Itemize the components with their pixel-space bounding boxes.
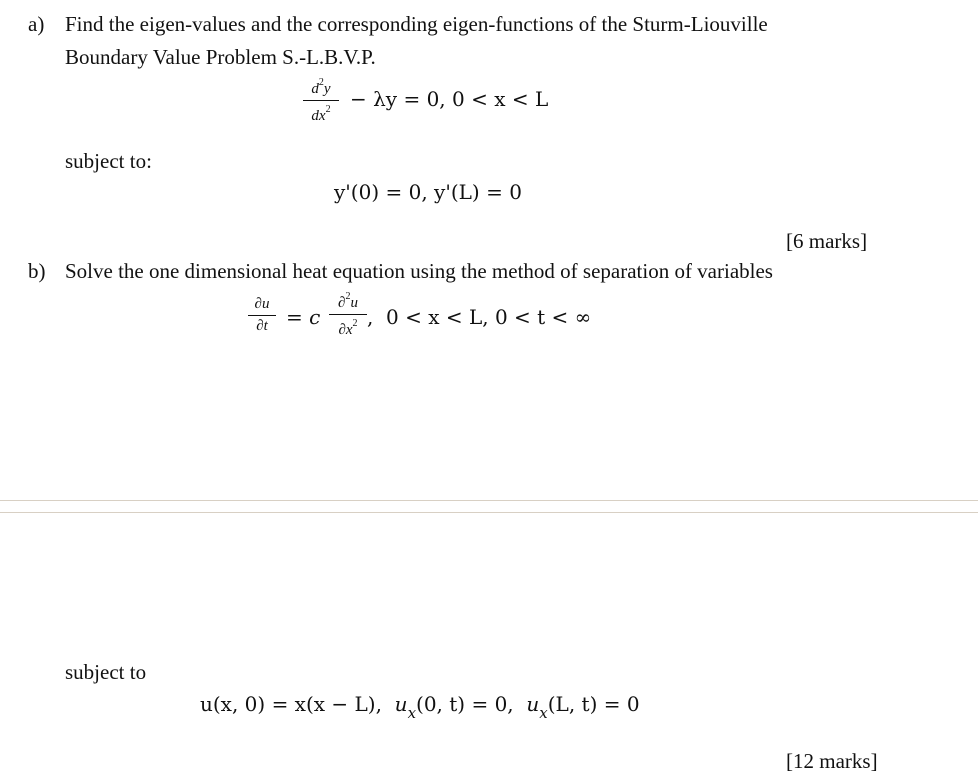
du-dt-fraction: ∂u ∂t	[248, 296, 276, 335]
heat-equation-domain: 0 < x < L, 0 < t < ∞	[386, 305, 592, 329]
equals-c: = c	[286, 305, 321, 329]
bc1-rest: (0, t) = 0,	[416, 692, 514, 716]
part-a-label: a)	[28, 12, 45, 36]
part-a-question-line2: Boundary Value Problem S.-L.B.V.P.	[65, 45, 376, 69]
page-divider-top	[0, 500, 978, 501]
bc2-rest: (L, t) = 0	[547, 692, 640, 716]
part-b-label: b)	[28, 259, 46, 283]
part-a-question-line1: Find the eigen-values and the corresponding eigen-functions of the Sturm-Liouville	[65, 12, 768, 36]
initial-condition: u(x, 0) = x(x − L),	[200, 692, 382, 716]
second-partial-fraction: ∂$^2$u $\partial x^2$	[329, 290, 367, 339]
part-b-subject-label: subject to	[65, 660, 147, 684]
part-a-boundary-conditions: y'(0) = 0, y'(L) = 0	[334, 180, 522, 204]
part-b-marks: [12 marks]	[786, 749, 878, 773]
second-derivative-fraction: $d^2y$ $dx^2$	[303, 76, 339, 125]
part-b-question: Solve the one dimensional heat equation using the method of separation of variables	[65, 259, 773, 283]
part-b-conditions: u(x, 0) = x(x − L), $u_x(0$, t) = 0, $u_x(L$, t) = 0	[200, 692, 640, 722]
page-divider-bottom	[0, 512, 978, 513]
ode-rest: − λy = 0, 0 < x < L	[350, 87, 549, 111]
part-a-marks: [6 marks]	[786, 229, 868, 253]
part-a-subject-label: subject to:	[65, 149, 152, 173]
